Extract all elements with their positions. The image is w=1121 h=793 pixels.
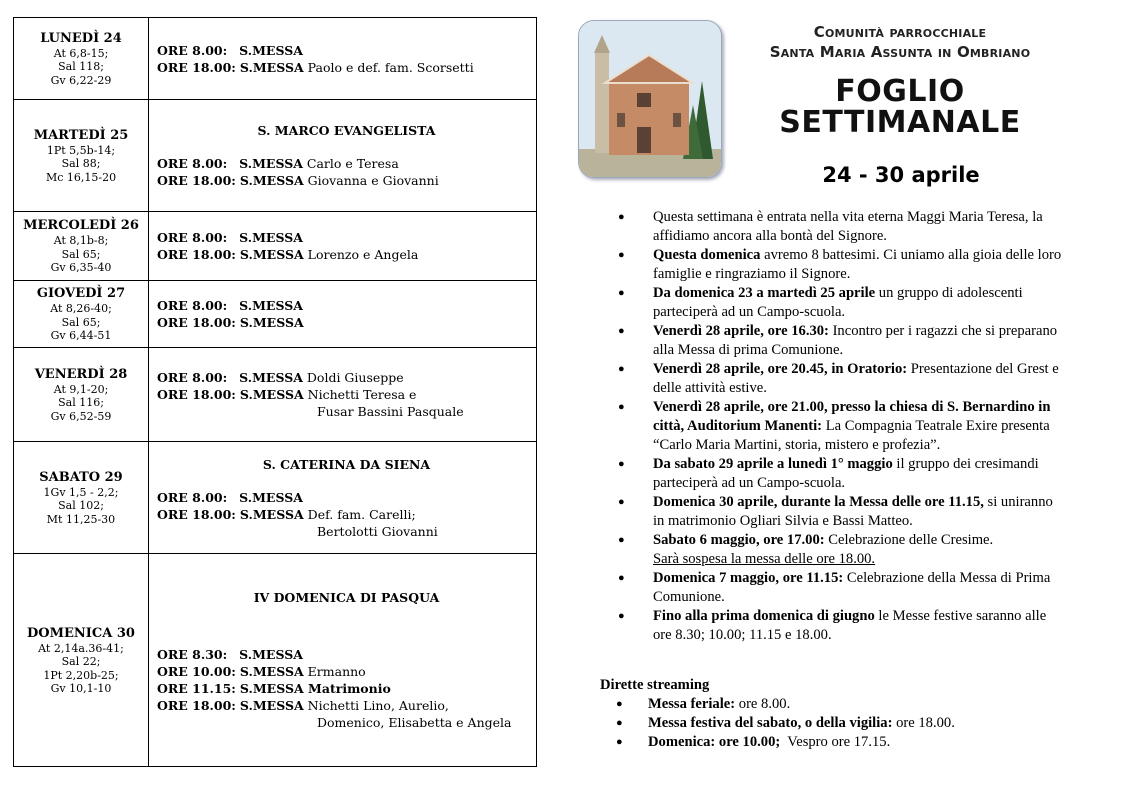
announcement-text: Presentazione del Grest e delle attività estive. <box>653 361 1059 396</box>
mass-label: S.MESSA <box>239 230 303 245</box>
day-name: SABATO 29 <box>39 469 123 485</box>
mass-line <box>157 172 536 189</box>
day-cell <box>14 212 149 281</box>
church-image <box>578 20 722 178</box>
mass-intention-cont: Domenico, Elisabetta e Angela <box>317 715 512 730</box>
week-dates: 24 - 30 aprile <box>822 163 980 187</box>
announcement-highlight: Da sabato 29 aprile a lunedì 1° maggio <box>653 456 893 472</box>
streaming-item <box>600 714 1070 733</box>
day-cell <box>14 442 149 554</box>
mass-label: S.MESSA <box>239 647 303 662</box>
reading-ref: Sal 118; <box>58 60 104 74</box>
masses-cell <box>149 212 537 281</box>
mass-time: ORE 18.00: <box>157 173 236 188</box>
mass-line <box>157 297 536 314</box>
mass-time: ORE 10.00: <box>157 664 236 679</box>
mass-line <box>157 697 536 714</box>
mass-time: ORE 8.30: <box>157 647 228 662</box>
announcement-item <box>613 493 1063 531</box>
community-line-2: Santa Maria Assunta in Ombriano <box>769 43 1031 61</box>
mass-line <box>157 59 536 76</box>
reading-ref: Sal 116; <box>58 396 104 410</box>
reading-ref: At 8,1b-8; <box>53 234 109 248</box>
announcement-item <box>613 360 1063 398</box>
schedule-row <box>14 100 537 212</box>
mass-label: S.MESSA <box>239 698 304 713</box>
announcement-text: Incontro per i ragazzi che si preparano alla Messa di prima Comunione. <box>653 323 1058 358</box>
announcement-item <box>613 607 1063 645</box>
announcement-text: La Compagnia Teatrale Exire presenta “Carlo Maria Martini, storia, mistero e profezia”. <box>653 418 1050 453</box>
mass-line <box>157 246 536 263</box>
announcement-text: Celebrazione delle Cresime. <box>824 532 994 548</box>
streaming-label: Messa feriale: <box>648 696 736 712</box>
streaming-section <box>600 676 1070 752</box>
reading-ref: At 6,8-15; <box>53 46 109 60</box>
mass-time: ORE 18.00: <box>157 387 236 402</box>
announcement-item <box>613 531 1063 569</box>
day-cell <box>14 348 149 442</box>
announcement-text: le Messe festive saranno alle ore 8.30; 10.00; 11.15 e 18.00. <box>653 608 1047 643</box>
announcement-highlight: Venerdì 28 aprile, ore 20.45, in Oratorio: <box>653 361 908 377</box>
masses-cell <box>149 100 537 212</box>
mass-time: ORE 8.00: <box>157 230 228 245</box>
mass-label: S.MESSA <box>239 370 303 385</box>
announcement-highlight: Domenica 7 maggio, ore 11.15: <box>653 570 844 586</box>
schedule-row <box>14 554 537 767</box>
feast-name: IV DOMENICA DI PASQUA <box>253 590 440 605</box>
announcement-text: Celebrazione della Messa di Prima Comunione. <box>653 570 1051 605</box>
announcement-text: il gruppo dei cresimandi parteciperà ad un Campo-scuola. <box>653 456 1039 491</box>
mass-label: S.MESSA <box>239 489 303 505</box>
mass-label: S.MESSA <box>239 315 304 330</box>
mass-time: ORE 18.00: <box>157 59 236 75</box>
day-name: LUNEDÌ 24 <box>40 30 122 46</box>
reading-ref: Mc 16,15-20 <box>45 170 117 184</box>
reading-ref: 1Pt 5,5b-14; <box>46 143 116 157</box>
mass-line <box>157 646 536 663</box>
announcement-highlight: Fino alla prima domenica di giugno <box>653 608 875 624</box>
day-name: MERCOLEDÌ 26 <box>23 218 139 234</box>
announcement-highlight: Venerdì 28 aprile, ore 16.30: <box>653 323 829 339</box>
mass-intention: Nichetti Lino, Aurelio, <box>307 698 449 713</box>
streaming-label: Domenica: ore 10.00; <box>648 734 781 750</box>
day-name: MARTEDÌ 25 <box>33 127 129 143</box>
announcement-note: Sarà sospesa la messa delle ore 18.00. <box>653 551 876 567</box>
mass-line <box>157 489 536 506</box>
mass-label: S.MESSA <box>239 664 304 679</box>
mass-time: ORE 18.00: <box>157 698 236 713</box>
reading-ref: Sal 65; <box>61 247 101 261</box>
title-line-1: FOGLIO <box>835 74 965 109</box>
masses-cell <box>149 442 537 554</box>
streaming-label: Messa festiva del sabato, o della vigilia: <box>648 715 893 731</box>
mass-line <box>157 663 536 680</box>
streaming-time: Vespro ore 17.15. <box>780 734 891 750</box>
day-name: DOMENICA 30 <box>27 625 135 641</box>
mass-time: ORE 8.00: <box>157 370 228 385</box>
announcement-item <box>613 246 1063 284</box>
mass-line <box>157 155 536 172</box>
mass-label: S.MESSA <box>239 42 303 58</box>
mass-line <box>157 42 536 59</box>
mass-label: S.MESSA <box>239 156 303 171</box>
announcements-list <box>613 208 1063 645</box>
announcement-highlight: Sabato 6 maggio, ore 17.00: <box>653 532 825 548</box>
mass-time: ORE 8.00: <box>157 489 228 505</box>
announcement-text: avremo 8 battesimi. Ci uniamo alla gioia delle loro famiglie e ringraziamo il Signore. <box>653 247 1062 282</box>
mass-schedule-table <box>13 17 537 767</box>
mass-label: S.MESSA <box>239 173 304 188</box>
mass-time: ORE 8.00: <box>157 156 228 171</box>
reading-ref: 1Pt 2,20b-25; <box>43 668 119 682</box>
announcement-item <box>613 398 1063 455</box>
mass-intention-cont: Bertolotti Giovanni <box>317 523 438 539</box>
reading-ref: Sal 102; <box>58 499 104 513</box>
reading-ref: Gv 10,1-10 <box>50 682 112 695</box>
announcement-highlight: Questa domenica <box>653 247 761 263</box>
schedule-row <box>14 212 537 281</box>
mass-intention: Lorenzo e Angela <box>307 247 419 262</box>
mass-intention: Nichetti Teresa e <box>307 387 417 402</box>
mass-line <box>157 229 536 246</box>
reading-ref: Sal 88; <box>61 157 101 171</box>
announcement-highlight: Domenica 30 aprile, durante la Messa delle ore 11.15, <box>653 494 984 510</box>
mass-line <box>157 369 536 386</box>
announcement-highlight: Da domenica 23 a martedì 25 aprile <box>653 285 876 301</box>
announcement-text: si uniranno in matrimonio Ogliari Silvia e Bassi Matteo. <box>653 494 1053 529</box>
announcement-text: Questa settimana è entrata nella vita eterna Maggi Maria Teresa, la affidiamo ancora alla bontà del Signore. <box>653 209 1043 244</box>
title-line-2: SETTIMANALE <box>779 105 1021 140</box>
day-cell <box>14 18 149 100</box>
mass-time: ORE 18.00: <box>157 315 236 330</box>
reading-ref: Gv 6,44-51 <box>50 329 112 343</box>
schedule-row <box>14 18 537 100</box>
reading-ref: 1Gv 1,5 - 2,2; <box>43 485 119 499</box>
mass-label: S.MESSA <box>239 506 304 522</box>
mass-time: ORE 18.00: <box>157 247 236 262</box>
mass-time: ORE 8.00: <box>157 298 228 313</box>
streaming-title: Dirette streaming <box>600 677 710 693</box>
mass-line <box>157 506 536 523</box>
feast-name: S. CATERINA DA SIENA <box>262 456 431 472</box>
reading-ref: At 2,14a.36-41; <box>38 641 124 655</box>
masses-cell <box>149 554 537 767</box>
mass-line <box>157 386 536 403</box>
day-cell <box>14 100 149 212</box>
reading-ref: Sal 65; <box>61 315 101 329</box>
day-name: GIOVEDÌ 27 <box>36 286 126 302</box>
masses-cell <box>149 18 537 100</box>
announcement-item <box>613 208 1063 246</box>
reading-ref: At 9,1-20; <box>53 382 109 396</box>
schedule-row <box>14 442 537 554</box>
reading-ref: Sal 22; <box>61 655 101 668</box>
mass-intention-cont: Fusar Bassini Pasquale <box>317 404 464 419</box>
streaming-time: ore 8.00. <box>735 696 791 712</box>
mass-intention: Doldi Giuseppe <box>306 370 404 385</box>
streaming-item <box>600 733 1070 752</box>
mass-intention: Giovanna e Giovanni <box>307 173 439 188</box>
announcement-item <box>613 455 1063 493</box>
reading-ref: Mt 11,25-30 <box>46 512 116 526</box>
feast-name: S. MARCO EVANGELISTA <box>257 123 436 138</box>
day-name: VENERDÌ 28 <box>34 366 128 382</box>
mass-intention: Carlo e Teresa <box>306 156 399 171</box>
announcement-item <box>613 284 1063 322</box>
streaming-time: ore 18.00. <box>892 715 955 731</box>
mass-label: S.MESSA <box>239 387 304 402</box>
mass-time: ORE 11.15: <box>157 681 236 696</box>
reading-ref: At 8,26-40; <box>50 302 112 316</box>
announcement-item <box>613 569 1063 607</box>
mass-label: S.MESSA <box>239 247 304 262</box>
masses-cell <box>149 281 537 348</box>
bulletin-header <box>750 22 1050 138</box>
announcement-highlight: Venerdì 28 aprile, ore 21.00, presso la chiesa di S. Bernardino in città, Auditorium Manenti: <box>653 399 1051 434</box>
reading-ref: Gv 6,35-40 <box>50 261 112 275</box>
schedule-row <box>14 348 537 442</box>
streaming-item <box>600 695 1070 714</box>
day-cell <box>14 554 149 767</box>
masses-cell <box>149 348 537 442</box>
streaming-list <box>600 695 1070 752</box>
mass-intention: Paolo e def. fam. Scorsetti <box>307 59 474 75</box>
day-cell <box>14 281 149 348</box>
announcement-text: un gruppo di adolescenti parteciperà ad un Campo-scuola. <box>653 285 1023 320</box>
schedule-row <box>14 281 537 348</box>
mass-time: ORE 8.00: <box>157 42 228 58</box>
community-line-1: Comunità parrocchiale <box>813 23 987 41</box>
mass-time: ORE 18.00: <box>157 506 236 522</box>
mass-intention: Def. fam. Carelli; <box>307 506 416 522</box>
mass-intention: Ermanno <box>307 664 366 679</box>
mass-label: S.MESSA <box>239 298 303 313</box>
reading-ref: Gv 6,52-59 <box>50 409 112 423</box>
reading-ref: Gv 6,22-29 <box>50 73 112 87</box>
announcement-item <box>613 322 1063 360</box>
mass-line <box>157 314 536 331</box>
mass-label: S.MESSA <box>239 59 304 75</box>
mass-label: S.MESSA Matrimonio <box>239 681 391 696</box>
mass-line <box>157 680 536 697</box>
